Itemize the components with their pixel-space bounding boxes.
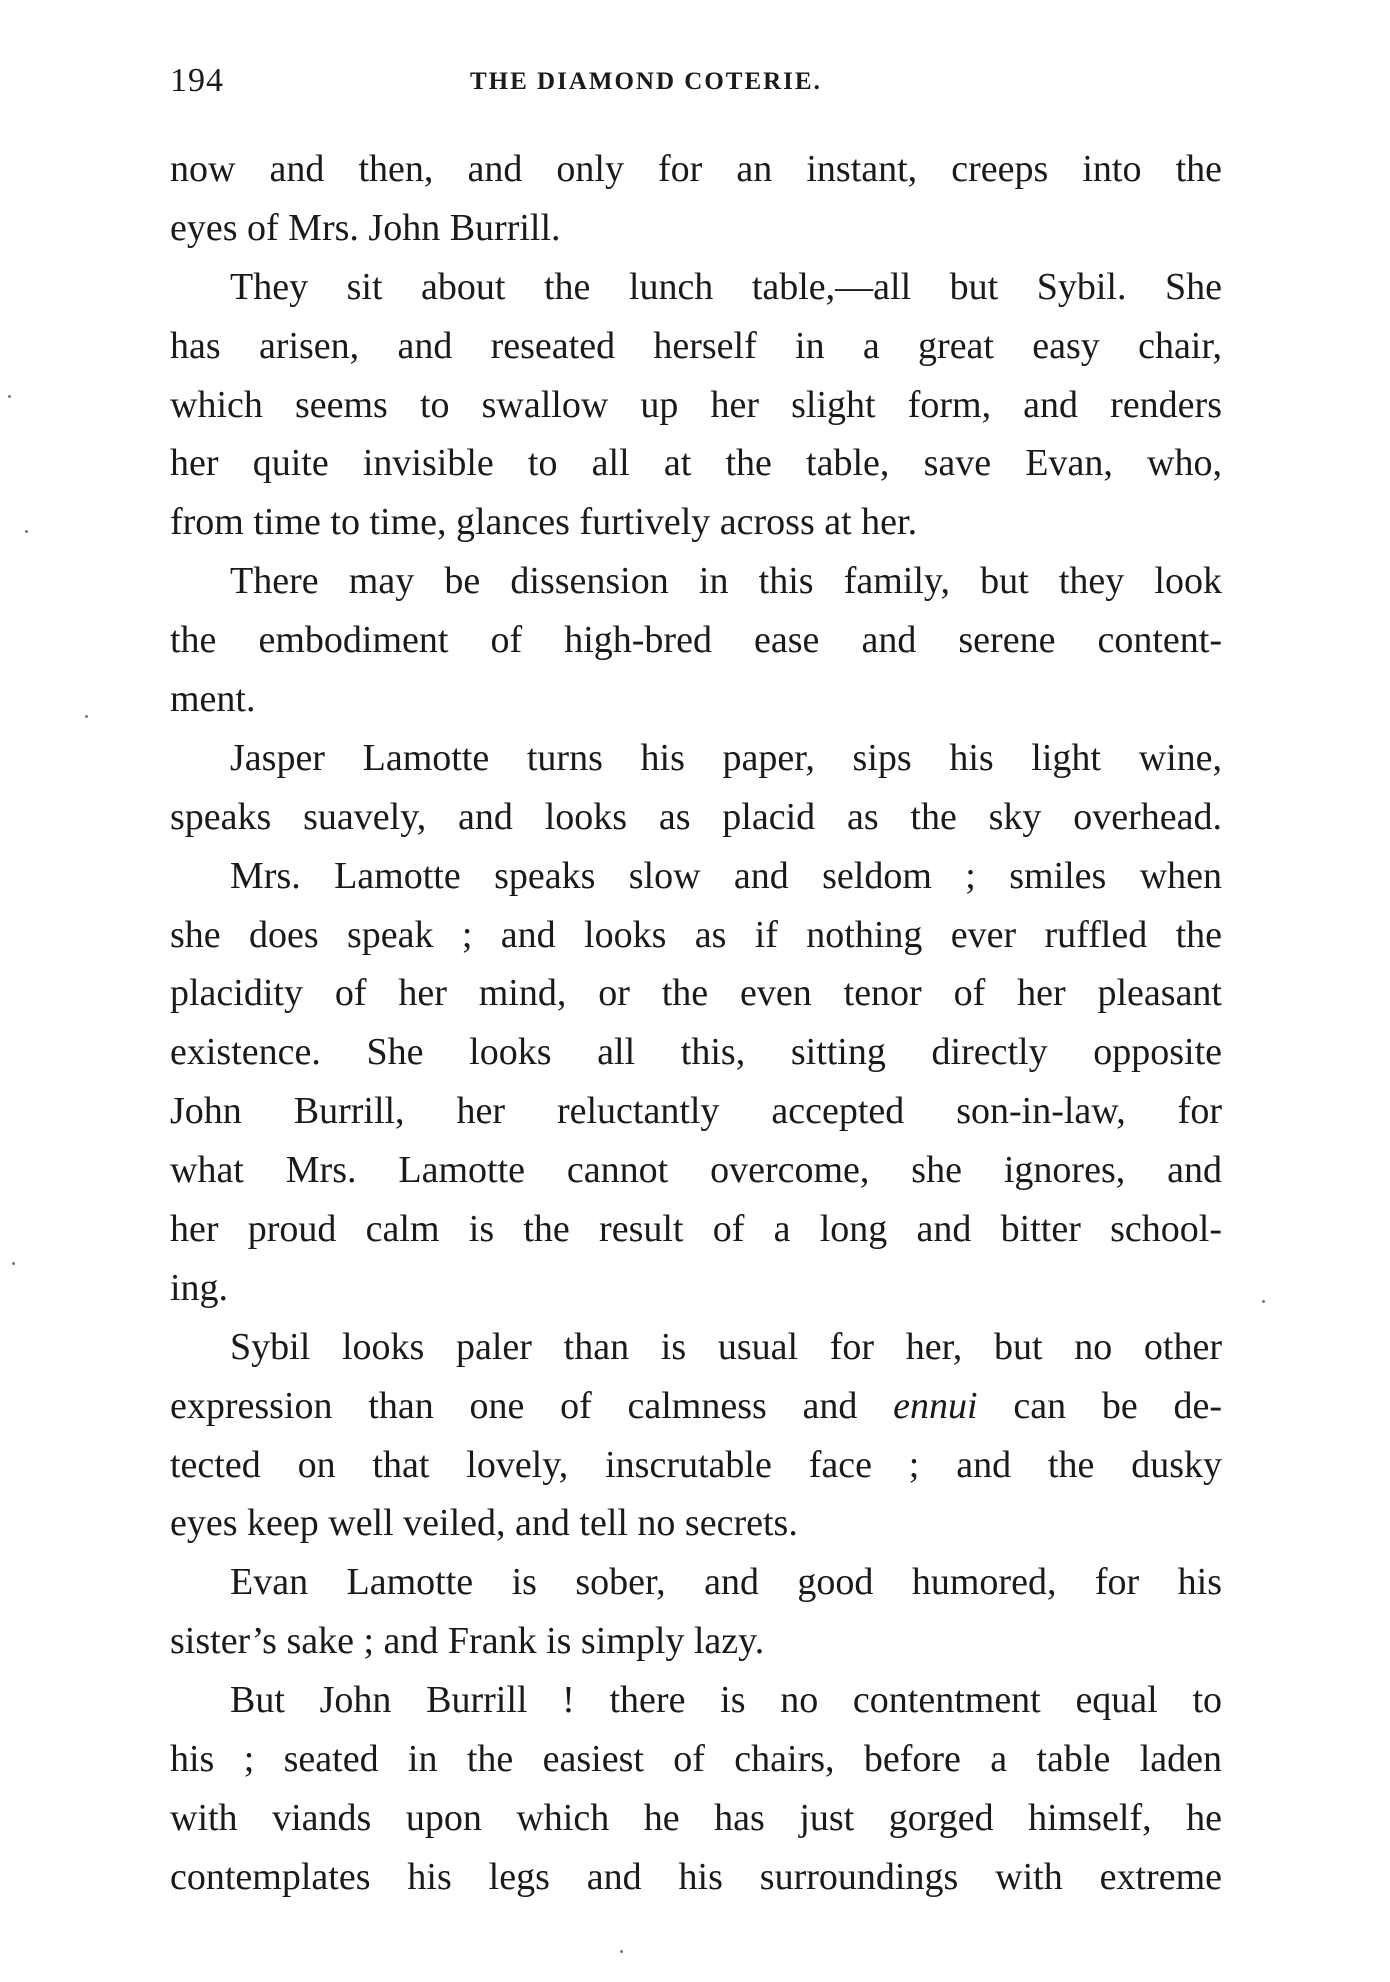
scan-speck — [25, 530, 28, 533]
text-line: from time to time, glances furtively across at her. — [170, 501, 918, 544]
text-line: which seems to swallow up her slight form, and renders — [170, 383, 1222, 426]
scan-speck — [12, 1262, 15, 1265]
text-line: has arisen, and reseated herself in a great easy chair, — [170, 324, 1222, 367]
text-line: now and then, and only for an instant, creeps into the — [170, 148, 1222, 190]
text-line: his ; seated in the easiest of chairs, before a table laden — [170, 1738, 1222, 1781]
text-line: sister’s sake ; and Frank is simply lazy. — [170, 1620, 765, 1663]
running-title: THE DIAMOND COTERIE. — [470, 68, 822, 95]
text-line: contemplates his legs and his surroundings with extreme — [170, 1855, 1222, 1898]
text-segment: expression than one of calmness and — [170, 1384, 894, 1427]
text-line: her proud calm is the result of a long and bitter school- — [170, 1208, 1222, 1251]
text-line: what Mrs. Lamotte cannot overcome, she ignores, and — [170, 1149, 1222, 1192]
text-line: Jasper Lamotte turns his paper, sips his light wine, — [230, 736, 1222, 779]
scan-speck — [85, 715, 88, 718]
text-line: with viands upon which he has just gorged himself, he — [170, 1796, 1222, 1839]
text-line: ing. — [170, 1266, 229, 1309]
text-line — [170, 1377, 1222, 1436]
text-line: the embodiment of high-bred ease and serene content- — [170, 619, 1222, 662]
text-line: Mrs. Lamotte speaks slow and seldom ; smiles when — [230, 854, 1222, 897]
text-line: They sit about the lunch table,—all but Sybil. She — [230, 265, 1222, 308]
scan-speck — [620, 1950, 623, 1953]
text-line: she does speak ; and looks as if nothing ever ruffled the — [170, 913, 1222, 956]
text-line: tected on that lovely, inscrutable face ; and the dusky — [170, 1443, 1222, 1486]
text-line: But John Burrill ! there is no contentment equal to — [230, 1679, 1222, 1722]
text-line: eyes of Mrs. John Burrill. — [170, 206, 561, 249]
italic-word: ennui — [893, 1384, 978, 1427]
text-line: placidity of her mind, or the even tenor of her pleasant — [170, 972, 1222, 1015]
text-line: John Burrill, her reluctantly accepted son-in-law, for — [170, 1090, 1222, 1133]
text-line: Evan Lamotte is sober, and good humored, for his — [230, 1561, 1222, 1604]
text-segment: can be de- — [977, 1384, 1222, 1427]
text-line: her quite invisible to all at the table, save Evan, who, — [170, 442, 1222, 485]
text-line: There may be dissension in this family, but they look — [230, 560, 1222, 603]
text-line: eyes keep well veiled, and tell no secrets. — [170, 1502, 798, 1545]
text-line: existence. She looks all this, sitting directly opposite — [170, 1031, 1222, 1074]
text-line: ment. — [170, 678, 256, 721]
text-line: speaks suavely, and looks as placid as the sky overhead. — [170, 795, 1222, 838]
scan-speck — [8, 395, 11, 398]
scan-speck — [1262, 1300, 1265, 1303]
text-line: Sybil looks paler than is usual for her, but no other — [230, 1325, 1222, 1368]
body-text — [170, 140, 1222, 1907]
page-header — [170, 62, 1230, 102]
page-number: 194 — [170, 62, 224, 99]
